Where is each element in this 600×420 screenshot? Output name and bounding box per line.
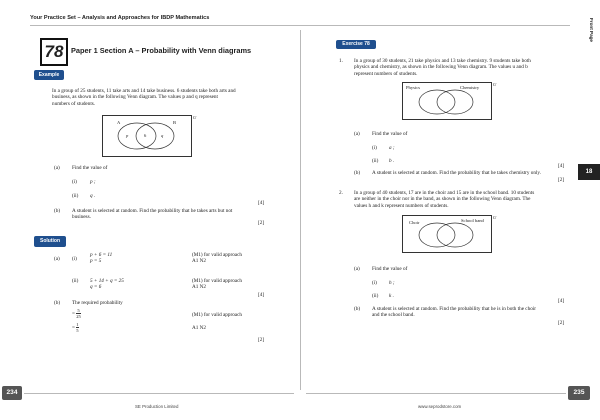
front-page-label: Front Page [589, 18, 594, 42]
solution-label: Solution [34, 236, 66, 247]
venn1-label-physics: Physics [406, 85, 421, 90]
example-label: Example [34, 70, 64, 80]
sol-a-total: [4] [258, 292, 265, 298]
qa-ii-text: q . [90, 193, 96, 199]
q2-number: 2. [339, 190, 343, 196]
sol-b-total: [2] [258, 337, 265, 343]
footer-right: www.seprodstore.com [418, 404, 462, 409]
q1b-label: (b) [354, 170, 361, 176]
qa-marks: [4] [258, 200, 265, 206]
chapter-number: 78 [40, 38, 68, 66]
qa-ii-label: (ii) [72, 193, 79, 199]
q1b-text: A student is selected at random. Find the probability that he takes chemistry only. [372, 170, 541, 176]
example-intro: In a group of 25 students, 11 take arts and 14 take business. 6 students take both arts and business, as shown in the following Venn diagram. The values p and q represent numbers of students. [52, 88, 236, 107]
venn2-label-choir: Choir [409, 220, 420, 225]
q1-text: In a group of 30 students, 21 take physics and 13 take chemistry. 9 students take both physics and chemistry, as shown in the following Venn diagram. The values u and b represent numbers of students. [354, 58, 531, 77]
q2b-marks: [2] [558, 320, 565, 326]
exercise-label: Exercise 78 [336, 40, 376, 49]
sol-b-intro: The required probability [72, 300, 123, 306]
q1a-ii-text: b . [389, 158, 395, 164]
venn-universal-label: U [193, 115, 197, 120]
footer-rule-left [24, 393, 294, 394]
qb-text: A student is selected at random. Find the probability that he takes arts but not business. [72, 208, 233, 221]
venn-label-b: B [173, 120, 177, 125]
venn-circle-b [136, 123, 174, 149]
q2b-label: (b) [354, 306, 361, 312]
sol-a-label: (a) [54, 256, 60, 262]
q1a-i-label: (i) [372, 145, 377, 151]
footer-left: SE Production Limited [135, 404, 179, 409]
footer-rule-right [306, 393, 566, 394]
sol-b-label: (b) [54, 300, 61, 306]
venn1-universal-label: U [493, 82, 497, 87]
q2a-i-label: (i) [372, 280, 377, 286]
qa-text: Find the value of [72, 165, 108, 171]
venn-value-q: q [161, 133, 164, 138]
qa-label: (a) [54, 165, 60, 171]
venn-circle-a [118, 123, 156, 149]
venn2-label-band: School band [461, 218, 484, 223]
q1a-marks: [4] [558, 163, 565, 169]
running-header: Your Practice Set – Analysis and Approaches for IBDP Mathematics [30, 15, 210, 21]
qa-i-label: (i) [72, 179, 77, 185]
gutter-divider [300, 30, 301, 390]
sol-b-mark-1: (M1) for valid approach [192, 312, 242, 318]
q2a-marks: [4] [558, 298, 565, 304]
qb-label: (b) [54, 208, 61, 214]
venn-diagram-physics-chemistry [402, 82, 492, 120]
q2a-ii-label: (ii) [372, 293, 379, 299]
q1a-ii-label: (ii) [372, 158, 379, 164]
venn-value-p: p [126, 133, 129, 138]
q1a-label: (a) [354, 131, 360, 137]
sol-ii-label: (ii) [72, 278, 79, 284]
q1-number: 1. [339, 58, 343, 64]
qa-i-text: p ; [90, 179, 96, 185]
venn2-universal-label: U [493, 215, 497, 220]
venn1-label-chemistry: Chemistry [460, 85, 480, 90]
sol-b-fraction-2: = $\frac{1}{5}$ [72, 322, 79, 333]
sol-i-marks: (M1) for valid approach A1 N2 [192, 252, 242, 265]
qb-marks: [2] [258, 220, 265, 226]
sol-ii-work: 5 + 14 + q = 25 q = 6 [90, 278, 124, 291]
page-number-right: 235 [568, 386, 590, 400]
q2a-ii-text: k . [389, 293, 394, 299]
q2a-label: (a) [354, 266, 360, 272]
q1b-marks: [2] [558, 177, 565, 183]
page-number-left: 234 [2, 386, 22, 400]
header-rule [30, 25, 570, 26]
sol-b-mark-2: A1 N2 [192, 325, 206, 331]
sol-i-label: (i) [72, 256, 77, 262]
venn-diagram-choir-band [402, 215, 492, 253]
q1a-i-text: a ; [389, 145, 395, 151]
sol-ii-marks: (M1) for valid approach A1 N2 [192, 278, 242, 291]
q2b-text: A student is selected at random. Find the probability that he is in both the choir and the school band. [372, 306, 536, 319]
q2a-text: Find the value of [372, 266, 408, 272]
page-title: Paper 1 Section A – Probability with Venn diagrams [71, 46, 252, 55]
q2-text: In a group of 40 students, 17 are in the choir and 15 are in the school band. 10 students are neither in the choir nor in the band, as shown in the following Venn diagram. The values h and k represent numbers of students. [354, 190, 535, 209]
venn-label-a: A [117, 120, 121, 125]
q2a-i-text: h ; [389, 280, 395, 286]
sol-b-fraction-1: = $\frac{5}{25}$ [72, 308, 81, 319]
chapter-tab: 18 [578, 164, 600, 180]
venn-value-6: 6 [144, 133, 147, 138]
venn-diagram-arts-business [102, 115, 192, 157]
sol-i-work: p + 6 = 11 p = 5 [90, 252, 113, 265]
q1a-text: Find the value of [372, 131, 408, 137]
